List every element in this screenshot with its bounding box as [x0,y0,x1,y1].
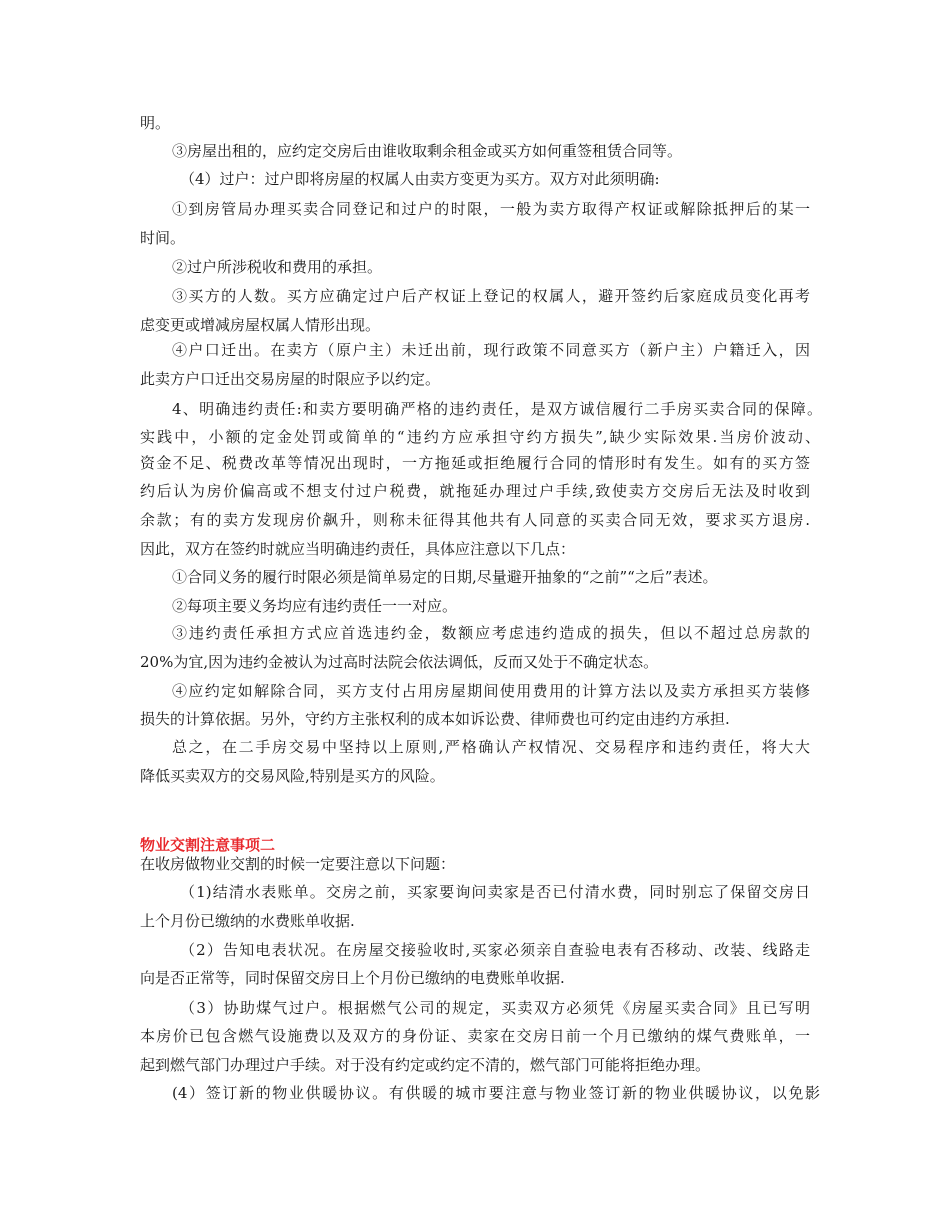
paragraph-line: 明。 [140,114,171,132]
paragraph-line: 此卖方户口迁出交易房屋的时限应予以约定。 [140,370,441,388]
paragraph-line: 余款；有的卖方发现房价飙升，则称未征得其他共有人同意的买卖合同无效，要求买方退房. [140,511,810,529]
paragraph-line: ①到房管局办理买卖合同登记和过户的时限，一般为卖方取得产权证或解除抵押后的某一 [172,200,810,218]
paragraph-line: 4、明确违约责任:和卖方要明确严格的违约责任，是双方诚信履行二手房买卖合同的保障。 [172,400,822,418]
paragraph-line: 20%为宜,因为违约金被认为过高时法院会依法调低，反而又处于不确定状态。 [140,653,659,671]
paragraph-line: 资金不足、税费改革等情况出现时，一方拖延或拒绝履行合同的情形时有发生。如有的买方签 [140,454,810,472]
paragraph-line: 虑变更或增减房屋权属人情形出现。 [140,316,381,334]
paragraph-line: （3）协助煤气过户。根据燃气公司的规定，买卖双方必须凭《房屋买卖合同》且已写明 [180,999,810,1017]
paragraph-line: 约后认为房价偏高或不想支付过户税费，就拖延办理过户手续,致使卖方交房后无法及时收到 [140,482,810,500]
paragraph-line: (4）签订新的物业供暖协议。有供暖的城市要注意与物业签订新的物业供暖协议，以免影 [172,1084,820,1102]
paragraph-line: ③买方的人数。买方应确定过户后产权证上登记的权属人，避开签约后家庭成员变化再考 [172,287,810,305]
paragraph-line: ④户口迁出。在卖方（原户主）未迁出前，现行政策不同意买方（新户主）户籍迁入，因 [172,341,810,359]
paragraph-line: ③违约责任承担方式应首选违约金，数额应考虑违约造成的损失，但以不超过总房款的 [172,624,810,642]
paragraph-line: 上个月份已缴纳的水费账单收据. [140,912,355,930]
paragraph-line: （1)结清水表账单。交房之前，买家要询问卖家是否已付清水费，同时别忘了保留交房日 [180,883,810,901]
paragraph-line: ④应约定如解除合同，买方支付占用房屋期间使用费用的计算方法以及卖方承担买方装修 [172,682,810,700]
paragraph-line: 实践中，小额的定金处罚或简单的“违约方应承担守约方损失”,缺少实际效果.当房价波动、 [140,428,820,446]
paragraph-line: （4）过户：过户即将房屋的权属人由卖方变更为买方。双方对此须明确: [180,170,660,188]
paragraph-line: 总之，在二手房交易中坚持以上原则,严格确认产权情况、交易程序和违约责任，将大大 [172,738,810,756]
paragraph-line: 降低买卖双方的交易风险,特别是买方的风险。 [140,767,445,785]
paragraph-line: ②每项主要义务均应有违约责任一一对应。 [172,597,458,615]
paragraph-line: ②过户所涉税收和费用的承担。 [172,258,383,276]
paragraph-line: 损失的计算依据。另外，守约方主张权利的成本如诉讼费、律师费也可约定由违约方承担. [140,710,730,728]
paragraph-line: ③房屋出租的，应约定交房后由谁收取剩余租金或买方如何重签租赁合同等。 [172,142,683,160]
paragraph-line: ①合同义务的履行时限必须是简单易定的日期,尽量避开抽象的“之前”“之后”表述。 [172,568,718,586]
paragraph-line: （2）告知电表状况。在房屋交接验收时,买家必须亲自查验电表有否移动、改装、线路走 [180,941,810,959]
paragraph-line: 时间。 [140,229,186,247]
paragraph-line: 在收房做物业交割的时候一定要注意以下问题： [140,855,456,873]
paragraph-line: 因此，双方在签约时就应当明确违约责任，具体应注意以下几点： [140,540,576,558]
section-heading: 物业交割注意事项二 [140,836,276,854]
paragraph-line: 本房价已包含燃气设施费以及双方的身份证、卖家在交房日前一个月已缴纳的煤气费账单，一 [140,1027,810,1045]
paragraph-line: 起到燃气部门办理过户手续。对于没有约定或约定不清的，燃气部门可能将拒绝办理。 [140,1056,711,1074]
paragraph-line: 向是否正常等，同时保留交房日上个月份已缴纳的电费账单收据. [140,969,565,987]
